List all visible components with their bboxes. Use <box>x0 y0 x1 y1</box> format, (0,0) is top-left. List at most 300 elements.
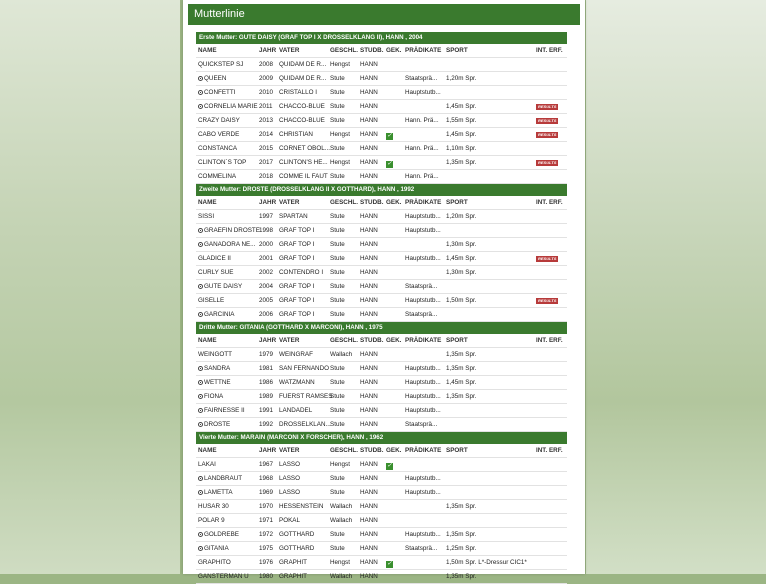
birth-year: 1998 <box>259 227 274 234</box>
sex: Wallach <box>330 503 353 510</box>
column-header-int: INT. ERF. <box>536 447 563 454</box>
sire-name[interactable]: GRAF TOP I <box>279 283 315 290</box>
sport-result: 1,45m Spr. <box>446 103 477 110</box>
table-row[interactable] <box>196 238 567 252</box>
horse-name-text: LAMETTA <box>204 489 233 496</box>
table-row[interactable] <box>196 114 567 128</box>
column-header-int: INT. ERF. <box>536 199 563 206</box>
sex: Stute <box>330 379 345 386</box>
column-header-sex: GESCHL. <box>330 199 358 206</box>
predicate: Hauptstutb... <box>405 227 441 234</box>
table-row[interactable] <box>196 556 567 570</box>
sire-name[interactable]: GRAPHIT <box>279 559 307 566</box>
table-row[interactable] <box>196 500 567 514</box>
studbook: HANN <box>360 117 378 124</box>
studbook: HANN <box>360 255 378 262</box>
horse-name[interactable] <box>198 390 258 403</box>
sire-name[interactable]: FUERST RAMSES <box>279 393 333 400</box>
sex: Hengst <box>330 61 350 68</box>
column-header-sport: SPORT <box>446 47 468 54</box>
sire-name[interactable]: SPARTAN <box>279 213 308 220</box>
birth-year: 1981 <box>259 365 274 372</box>
horse-name[interactable] <box>198 266 258 279</box>
horse-name-text: CRAZY DAISY <box>198 117 240 124</box>
birth-year: 1979 <box>259 351 274 358</box>
horse-name[interactable] <box>198 156 258 169</box>
sport-result: 1,35m Spr. <box>446 365 477 372</box>
sire-name[interactable]: HESSENSTEIN <box>279 503 324 510</box>
predicate: Hauptstutb... <box>405 89 441 96</box>
horse-name[interactable] <box>198 376 258 389</box>
sex: Stute <box>330 407 345 414</box>
mare-icon <box>198 546 203 551</box>
predicate: Staatsprä... <box>405 421 438 428</box>
sex: Stute <box>330 117 345 124</box>
column-header-name: NAME <box>198 199 217 206</box>
table-row[interactable] <box>196 224 567 238</box>
sex: Stute <box>330 145 345 152</box>
results-badge[interactable]: RESULTS <box>538 104 557 109</box>
column-header-row <box>196 444 567 458</box>
horse-name[interactable] <box>198 458 258 471</box>
column-header-year: JAHR <box>259 447 277 454</box>
results-badge[interactable]: RESULTS <box>538 118 557 123</box>
birth-year: 1986 <box>259 379 274 386</box>
horse-name[interactable] <box>198 252 258 265</box>
horse-name-text: QUICKSTEP SJ <box>198 61 244 68</box>
horse-name[interactable] <box>198 280 258 293</box>
sire-name[interactable]: CRISTALLO I <box>279 89 318 96</box>
sire-name[interactable]: LASSO <box>279 475 300 482</box>
horse-name-text: CONFETTI <box>204 89 236 96</box>
mare-icon <box>198 532 203 537</box>
column-header-stud: STUDB. <box>360 199 384 206</box>
horse-name[interactable] <box>198 72 258 85</box>
sport-result: 1,35m Spr. <box>446 531 477 538</box>
licensed-cell <box>386 458 396 471</box>
birth-year: 2018 <box>259 173 274 180</box>
column-header-gek: GEK. <box>386 47 402 54</box>
table-row[interactable] <box>196 404 567 418</box>
sire-name[interactable]: LASSO <box>279 461 300 468</box>
column-header-prad: PRÄDIKATE <box>405 337 442 344</box>
sport-result: 1,20m Spr. <box>446 213 477 220</box>
results-badge[interactable]: RESULTS <box>538 160 557 165</box>
column-header-year: JAHR <box>259 199 277 206</box>
column-header-gek: GEK. <box>386 447 402 454</box>
sire-name[interactable]: DROSSELKLAN... <box>279 421 331 428</box>
table-row[interactable] <box>196 376 567 390</box>
mare-icon <box>198 408 203 413</box>
predicate: Hauptstutb... <box>405 407 441 414</box>
licensed-cell <box>386 128 396 141</box>
sire-name[interactable]: GOTTHARD <box>279 531 315 538</box>
horse-name-text: GISELLE <box>198 297 225 304</box>
column-header-name: NAME <box>198 447 217 454</box>
sire-name[interactable]: CHACCO-BLUE <box>279 103 325 110</box>
table-row[interactable] <box>196 58 567 72</box>
sire-name[interactable]: WATZMANN <box>279 379 315 386</box>
column-header-sire: VATER <box>279 47 300 54</box>
horse-name-text: FIONA <box>204 393 224 400</box>
table-row[interactable] <box>196 390 567 404</box>
int-results-cell <box>536 100 566 113</box>
birth-year: 1975 <box>259 545 274 552</box>
table-row[interactable] <box>196 570 567 584</box>
sire-name[interactable]: LASSO <box>279 489 300 496</box>
predicate: Hauptstutb... <box>405 365 441 372</box>
background-right <box>586 0 766 574</box>
table-row[interactable] <box>196 514 567 528</box>
birth-year: 1970 <box>259 503 274 510</box>
predicate: Hauptstutb... <box>405 379 441 386</box>
studbook: HANN <box>360 241 378 248</box>
mare-icon <box>198 104 203 109</box>
column-header-sport: SPORT <box>446 447 468 454</box>
birth-year: 2017 <box>259 159 274 166</box>
horse-name[interactable] <box>198 500 258 513</box>
predicate: Hauptstutb... <box>405 531 441 538</box>
table-row[interactable] <box>196 72 567 86</box>
horse-name[interactable] <box>198 542 258 555</box>
licensed-cell <box>386 556 396 569</box>
horse-name-text: LANDBRAUT <box>204 475 243 482</box>
birth-year: 2006 <box>259 311 274 318</box>
sex: Stute <box>330 311 345 318</box>
studbook: HANN <box>360 103 378 110</box>
horse-name[interactable] <box>198 486 258 499</box>
predicate: Hauptstutb... <box>405 297 441 304</box>
column-header-sex: GESCHL. <box>330 47 358 54</box>
horse-name[interactable] <box>198 142 258 155</box>
sex: Stute <box>330 255 345 262</box>
predicate: Hauptstutb... <box>405 213 441 220</box>
table-row[interactable] <box>196 266 567 280</box>
sex: Stute <box>330 241 345 248</box>
sex: Wallach <box>330 517 353 524</box>
horse-name[interactable] <box>198 128 258 141</box>
horse-name-text: GANADORA NE... <box>204 241 256 248</box>
column-header-sport: SPORT <box>446 337 468 344</box>
birth-year: 1997 <box>259 213 274 220</box>
sport-result: 1,25m Spr. <box>446 545 477 552</box>
sex: Stute <box>330 475 345 482</box>
section-header: Dritte Mutter: GITANIA (GOTTHARD X MARCONI), HANN , 1975 <box>196 322 567 334</box>
table-row[interactable] <box>196 418 567 432</box>
studbook: HANN <box>360 283 378 290</box>
horse-name-text: WEINGOTT <box>198 351 232 358</box>
predicate: Hauptstutb... <box>405 255 441 262</box>
horse-name-text: GITANIA <box>204 545 229 552</box>
column-header-sire: VATER <box>279 337 300 344</box>
sire-name[interactable]: GRAF TOP I <box>279 255 315 262</box>
horse-name[interactable] <box>198 348 258 361</box>
sire-name[interactable]: GRAPHIT <box>279 573 307 580</box>
sire-name[interactable]: LANDADEL <box>279 407 313 414</box>
results-badge[interactable]: RESULTS <box>538 256 557 261</box>
column-header-sire: VATER <box>279 199 300 206</box>
check-icon: ✓ <box>386 561 393 567</box>
studbook: HANN <box>360 89 378 96</box>
sport-result: 1,35m Spr. <box>446 351 477 358</box>
studbook: HANN <box>360 173 378 180</box>
sex: Hengst <box>330 559 350 566</box>
predicate: Hauptstutb... <box>405 393 441 400</box>
studbook: HANN <box>360 297 378 304</box>
birth-year: 1968 <box>259 475 274 482</box>
results-badge[interactable]: RESULTS <box>538 298 557 303</box>
studbook: HANN <box>360 407 378 414</box>
sire-name[interactable]: QUIDAM DE R... <box>279 75 327 82</box>
sire-name[interactable]: GRAF TOP I <box>279 297 315 304</box>
horse-name[interactable] <box>198 472 258 485</box>
studbook: HANN <box>360 475 378 482</box>
horse-name-text: GANSTERMAN U <box>198 573 249 580</box>
horse-name-text: DROSTE <box>204 421 231 428</box>
studbook: HANN <box>360 517 378 524</box>
sire-name[interactable]: CHACCO-BLUE <box>279 117 325 124</box>
sex: Stute <box>330 283 345 290</box>
predicate: Staatsprä... <box>405 75 438 82</box>
table-row[interactable] <box>196 348 567 362</box>
table-row[interactable] <box>196 252 567 266</box>
sex: Stute <box>330 227 345 234</box>
horse-name[interactable] <box>198 86 258 99</box>
birth-year: 1969 <box>259 489 274 496</box>
studbook: HANN <box>360 379 378 386</box>
table-row[interactable] <box>196 210 567 224</box>
predicate: Hauptstutb... <box>405 475 441 482</box>
studbook: HANN <box>360 421 378 428</box>
horse-name-text: FAIRNESSE II <box>204 407 245 414</box>
sire-name[interactable]: CONTENDRO I <box>279 269 324 276</box>
studbook: HANN <box>360 393 378 400</box>
sex: Stute <box>330 489 345 496</box>
table-row[interactable] <box>196 170 567 184</box>
check-icon: ✓ <box>386 463 393 469</box>
birth-year: 2008 <box>259 61 274 68</box>
section-header: Erste Mutter: GUTE DAISY (GRAF TOP I X DROSSELKLANG II), HANN , 2004 <box>196 32 567 44</box>
mare-icon <box>198 490 203 495</box>
birth-year: 1976 <box>259 559 274 566</box>
column-header-sex: GESCHL. <box>330 337 358 344</box>
birth-year: 2000 <box>259 241 274 248</box>
studbook: HANN <box>360 351 378 358</box>
sex: Stute <box>330 365 345 372</box>
birth-year: 2015 <box>259 145 274 152</box>
mare-icon <box>198 380 203 385</box>
studbook: HANN <box>360 489 378 496</box>
horse-name-text: GRAEFIN DROSTE <box>204 227 260 234</box>
mutterlinie-card <box>183 0 585 580</box>
table-row[interactable] <box>196 128 567 142</box>
table-row[interactable] <box>196 528 567 542</box>
predicate: Hann. Prä... <box>405 145 439 152</box>
horse-name[interactable] <box>198 570 258 583</box>
birth-year: 2014 <box>259 131 274 138</box>
table-row[interactable] <box>196 280 567 294</box>
column-header-sire: VATER <box>279 447 300 454</box>
sire-name[interactable]: WEINGRAF <box>279 351 313 358</box>
predicate: Hann. Prä... <box>405 117 439 124</box>
background-left <box>0 0 180 574</box>
mare-icon <box>198 394 203 399</box>
horse-name[interactable] <box>198 58 258 71</box>
sex: Hengst <box>330 461 350 468</box>
horse-name-text: GARCINIA <box>204 311 235 318</box>
sport-result: 1,35m Spr. <box>446 393 477 400</box>
table-row[interactable] <box>196 142 567 156</box>
sex: Hengst <box>330 159 350 166</box>
int-results-cell <box>536 252 566 265</box>
studbook: HANN <box>360 145 378 152</box>
sex: Hengst <box>330 131 350 138</box>
sex: Stute <box>330 103 345 110</box>
horse-name[interactable] <box>198 294 258 307</box>
table-row[interactable] <box>196 472 567 486</box>
sire-name[interactable]: CHRISTIAN <box>279 131 313 138</box>
table-row[interactable] <box>196 294 567 308</box>
horse-name[interactable] <box>198 528 258 541</box>
sire-name[interactable]: COMME IL FAUT <box>279 173 328 180</box>
horse-name[interactable] <box>198 362 258 375</box>
sire-name[interactable]: GRAF TOP I <box>279 227 315 234</box>
sections-container <box>196 32 567 584</box>
table-row[interactable] <box>196 86 567 100</box>
column-header-prad: PRÄDIKATE <box>405 47 442 54</box>
horse-name-text: CLINTON´S TOP <box>198 159 247 166</box>
sport-result: 1,30m Spr. <box>446 269 477 276</box>
mare-icon <box>198 476 203 481</box>
horse-name[interactable] <box>198 404 258 417</box>
horse-name[interactable] <box>198 224 258 237</box>
horse-name[interactable] <box>198 210 258 223</box>
sire-name[interactable]: CLINTON'S HE... <box>279 159 328 166</box>
studbook: HANN <box>360 545 378 552</box>
birth-year: 2005 <box>259 297 274 304</box>
column-header-int: INT. ERF. <box>536 337 563 344</box>
horse-name[interactable] <box>198 100 258 113</box>
sire-name[interactable]: CORNET OBOL... <box>279 145 330 152</box>
predicate: Staatsprä... <box>405 311 438 318</box>
section-header: Vierte Mutter: MARAIN (MARCONI X FORSCHER), HANN , 1962 <box>196 432 567 444</box>
int-results-cell <box>536 114 566 127</box>
table-row[interactable] <box>196 100 567 114</box>
column-header-stud: STUDB. <box>360 47 384 54</box>
column-header-row <box>196 44 567 58</box>
predicate: Hann. Prä... <box>405 173 439 180</box>
horse-name-text: CURLY SUE <box>198 269 234 276</box>
studbook: HANN <box>360 573 378 580</box>
studbook: HANN <box>360 311 378 318</box>
studbook: HANN <box>360 159 378 166</box>
birth-year: 1971 <box>259 517 274 524</box>
table-row[interactable] <box>196 308 567 322</box>
table-row[interactable] <box>196 362 567 376</box>
sex: Stute <box>330 173 345 180</box>
sex: Stute <box>330 297 345 304</box>
horse-name[interactable] <box>198 170 258 183</box>
sire-name[interactable]: QUIDAM DE R... <box>279 61 327 68</box>
horse-name-text: QUEEN <box>204 75 227 82</box>
studbook: HANN <box>360 365 378 372</box>
horse-name[interactable] <box>198 238 258 251</box>
sire-name[interactable]: GRAF TOP I <box>279 311 315 318</box>
sire-name[interactable]: SAN FERNANDO <box>279 365 330 372</box>
sire-name[interactable]: GOTTHARD <box>279 545 315 552</box>
mare-icon <box>198 284 203 289</box>
horse-name[interactable] <box>198 114 258 127</box>
mare-icon <box>198 90 203 95</box>
horse-name-text: POLAR 9 <box>198 517 225 524</box>
int-results-cell <box>536 128 566 141</box>
birth-year: 1972 <box>259 531 274 538</box>
mare-icon <box>198 228 203 233</box>
birth-year: 2009 <box>259 75 274 82</box>
horse-name-text: LAKAI <box>198 461 216 468</box>
sire-name[interactable]: POKAL <box>279 517 300 524</box>
table-row[interactable] <box>196 458 567 472</box>
results-badge[interactable]: RESULTS <box>538 132 557 137</box>
check-icon: ✓ <box>386 133 393 139</box>
table-row[interactable] <box>196 542 567 556</box>
sport-result: 1,50m Spr. <box>446 297 477 304</box>
horse-name[interactable] <box>198 308 258 321</box>
sport-result: 1,55m Spr. <box>446 117 477 124</box>
column-header-sport: SPORT <box>446 199 468 206</box>
column-header-name: NAME <box>198 47 217 54</box>
column-header-year: JAHR <box>259 337 277 344</box>
studbook: HANN <box>360 559 378 566</box>
mare-icon <box>198 422 203 427</box>
column-header-prad: PRÄDIKATE <box>405 447 442 454</box>
studbook: HANN <box>360 75 378 82</box>
birth-year: 2010 <box>259 89 274 96</box>
horse-name-text: SISSI <box>198 213 215 220</box>
sex: Stute <box>330 75 345 82</box>
sex: Stute <box>330 269 345 276</box>
predicate: Staatsprä... <box>405 545 438 552</box>
table-row[interactable] <box>196 156 567 170</box>
birth-year: 2013 <box>259 117 274 124</box>
studbook: HANN <box>360 503 378 510</box>
sport-result: 1,45m Spr. <box>446 255 477 262</box>
column-header-gek: GEK. <box>386 199 402 206</box>
mare-icon <box>198 76 203 81</box>
sex: Stute <box>330 213 345 220</box>
studbook: HANN <box>360 269 378 276</box>
horse-name-text: GUTE DAISY <box>204 283 243 290</box>
sire-name[interactable]: GRAF TOP I <box>279 241 315 248</box>
birth-year: 2001 <box>259 255 274 262</box>
birth-year: 1991 <box>259 407 274 414</box>
column-header-row <box>196 334 567 348</box>
birth-year: 1992 <box>259 421 274 428</box>
horse-name-text: WETTNE <box>204 379 231 386</box>
horse-name[interactable] <box>198 556 258 569</box>
horse-name-text: GLADICE II <box>198 255 231 262</box>
sport-result: 1,30m Spr. <box>446 241 477 248</box>
studbook: HANN <box>360 61 378 68</box>
birth-year: 2004 <box>259 283 274 290</box>
column-header-stud: STUDB. <box>360 337 384 344</box>
horse-name[interactable] <box>198 418 258 431</box>
table-row[interactable] <box>196 486 567 500</box>
horse-name[interactable] <box>198 514 258 527</box>
sport-result: 1,10m Spr. <box>446 145 477 152</box>
horse-name-text: COMMELINA <box>198 173 237 180</box>
studbook: HANN <box>360 461 378 468</box>
